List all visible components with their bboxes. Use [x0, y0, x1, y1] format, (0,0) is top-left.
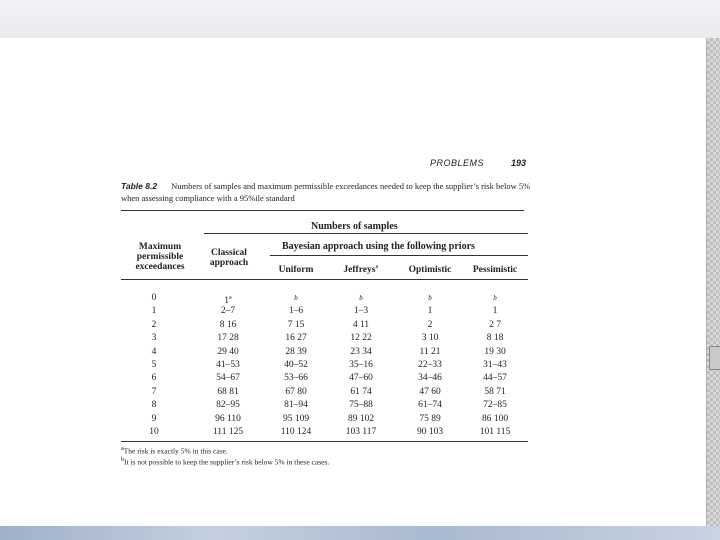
cell-value: 111 125: [212, 427, 244, 437]
cell-max: [124, 305, 184, 317]
cell-value: 3 10: [421, 333, 439, 344]
cell-value: 67 80: [285, 386, 307, 397]
cell-value: 7: [151, 386, 157, 397]
cell-value: 110 124: [280, 427, 312, 437]
cell-value: 1: [224, 296, 230, 307]
cell-value: 22–33: [418, 360, 442, 370]
cell-optimistic: [400, 346, 460, 358]
cell-classical: [198, 319, 258, 331]
page-number: 193: [510, 158, 526, 168]
cell-uniform: [266, 386, 326, 398]
cell-pessimistic: [465, 305, 525, 317]
cell-value: 9: [151, 413, 157, 424]
cell-classical: [198, 426, 258, 438]
cell-value: 103 117: [345, 427, 377, 437]
cell-uniform: [266, 413, 326, 425]
cell-pessimistic: [465, 359, 525, 371]
cell-max: [124, 319, 184, 331]
footnote-a-text: The risk is exactly 5% in this case.: [123, 446, 228, 456]
header-classical: [200, 248, 258, 268]
header-pessimistic: Pessimistic: [472, 265, 518, 275]
cell-jeffreys: [331, 399, 391, 411]
cell-value: 3: [151, 333, 157, 344]
cell-value: 41–53: [216, 360, 240, 370]
cell-value: 10: [149, 427, 159, 437]
footnote-b-mark: b: [121, 457, 124, 463]
cell-optimistic: [400, 426, 460, 438]
cell-value: 101 115: [479, 427, 511, 437]
cell-value: 72–85: [483, 400, 507, 411]
cell-classical: [198, 386, 258, 398]
cell-classical: [198, 399, 258, 411]
cell-value: 2 7: [489, 319, 501, 330]
cell-max: [124, 359, 184, 371]
caption-text: Numbers of samples and maximum permissible exceedances needed to keep the supplier’s risk below 5% when assessing compliance with a 95%ile standard: [121, 181, 531, 203]
header-optimistic: Optimistic: [408, 265, 452, 275]
cell-pessimistic: [465, 413, 525, 425]
cell-value: 1–3: [353, 306, 369, 317]
cell-max: [124, 332, 184, 344]
cell-value: 29 40: [217, 346, 239, 357]
cell-value: 2: [427, 319, 433, 330]
cell-optimistic: [400, 305, 460, 317]
footnote-ref-a: a: [229, 295, 232, 301]
numbers-of-samples-heading: Numbers of samples: [311, 221, 398, 232]
document-page: [0, 38, 706, 526]
cell-value: 47 60: [419, 386, 441, 397]
top-rule: [121, 210, 524, 211]
cell-max: [124, 413, 184, 425]
cell-value: 53–66: [284, 373, 308, 384]
cell-jeffreys: [331, 386, 391, 398]
scrollbar-thumb[interactable]: [709, 346, 720, 370]
cell-value: 40–52: [284, 360, 308, 370]
cell-optimistic: [400, 359, 460, 371]
cell-value: b: [428, 294, 432, 302]
cell-optimistic: [400, 292, 460, 304]
cell-value: 6: [151, 373, 157, 384]
bayes-rule: [270, 255, 528, 256]
cell-value: 1–6: [288, 306, 304, 317]
cell-pessimistic: [465, 319, 525, 331]
header-max-line3: exceedances: [135, 262, 185, 272]
cell-uniform: [266, 426, 326, 438]
cell-value: b: [359, 294, 363, 302]
bayesian-heading: Bayesian approach using the following priors: [282, 241, 475, 252]
cell-value: 90 103: [416, 427, 444, 437]
cell-value: 82–95: [216, 400, 240, 411]
cell-optimistic: [400, 386, 460, 398]
cell-uniform: [266, 346, 326, 358]
cell-max: [124, 426, 184, 438]
cell-value: 16 27: [285, 333, 307, 344]
cell-optimistic: [400, 413, 460, 425]
cell-value: 1: [427, 306, 433, 317]
cell-value: 58 71: [484, 386, 506, 397]
cell-jeffreys: [331, 305, 391, 317]
cell-value: 0: [151, 293, 157, 303]
cell-value: 7 15: [287, 319, 305, 330]
cell-uniform: [266, 292, 326, 304]
cell-value: 96 110: [215, 413, 241, 424]
cell-pessimistic: [465, 332, 525, 344]
cell-value: 75 89: [419, 413, 441, 424]
cell-jeffreys: [331, 372, 391, 384]
cell-value: 2–7: [220, 306, 236, 317]
spanner-rule: [204, 233, 528, 234]
cell-optimistic: [400, 399, 460, 411]
cell-value: 1: [151, 306, 157, 317]
cell-value: 8 18: [486, 333, 504, 344]
cell-value: 4 11: [352, 319, 370, 330]
cell-jeffreys: [331, 346, 391, 358]
header-rule: [121, 279, 528, 280]
footnote-b: [121, 457, 329, 467]
cell-jeffreys: [331, 359, 391, 371]
cell-jeffreys: [331, 332, 391, 344]
cell-value: 17 28: [217, 333, 239, 344]
cell-uniform: [266, 399, 326, 411]
header-max-line2: permissible: [136, 252, 184, 262]
cell-pessimistic: [465, 426, 525, 438]
cell-max: [124, 292, 184, 304]
header-classical-line2: approach: [209, 258, 249, 268]
cell-value: 86 100: [481, 413, 509, 424]
cell-jeffreys: [331, 319, 391, 331]
cell-value: 34–46: [418, 373, 442, 384]
header-max-line1: Maximum: [138, 242, 182, 252]
cell-value: 8 16: [219, 319, 237, 330]
cell-pessimistic: [465, 399, 525, 411]
cell-value: 19 30: [484, 346, 506, 357]
cell-classical: [198, 346, 258, 358]
cell-max: [124, 372, 184, 384]
cell-value: b: [493, 294, 497, 302]
running-title: PROBLEMS: [430, 158, 485, 168]
cell-uniform: [266, 305, 326, 317]
cell-value: 31–43: [483, 360, 507, 370]
cell-value: 23 34: [350, 346, 372, 357]
cell-value: 1: [492, 306, 498, 317]
cell-value: 47–60: [349, 373, 373, 384]
footnote-a-mark: a: [121, 446, 124, 452]
cell-jeffreys: [331, 292, 391, 304]
cell-value: b: [294, 294, 298, 302]
cell-uniform: [266, 359, 326, 371]
cell-value: 12 22: [350, 333, 372, 344]
cell-value: 61 74: [350, 386, 372, 397]
cell-pessimistic: [465, 386, 525, 398]
header-jeffreys: Jeffreys’: [343, 265, 379, 275]
cell-classical: [198, 413, 258, 425]
cell-pessimistic: [465, 372, 525, 384]
taskbar-strip: [0, 526, 720, 540]
cell-pessimistic: [465, 292, 525, 304]
cell-jeffreys: [331, 426, 391, 438]
cell-value: 54–67: [216, 373, 240, 384]
cell-value: 11 21: [419, 346, 441, 357]
cell-value: 8: [151, 400, 157, 411]
table-caption: [121, 181, 531, 204]
cell-value: 81–94: [284, 400, 308, 411]
window-top-bar: [0, 0, 720, 38]
cell-value: 95 109: [282, 413, 310, 424]
bottom-rule: [121, 441, 528, 442]
cell-pessimistic: [465, 346, 525, 358]
cell-value: 35–16: [349, 360, 373, 370]
header-max-permissible: [124, 242, 196, 272]
cell-value: 4: [151, 346, 157, 357]
cell-classical: [198, 332, 258, 344]
cell-optimistic: [400, 319, 460, 331]
cell-uniform: [266, 319, 326, 331]
cell-value: 89 102: [347, 413, 375, 424]
cell-value: 68 81: [217, 386, 239, 397]
vertical-scrollbar[interactable]: [706, 38, 720, 526]
cell-value: 5: [151, 360, 157, 370]
cell-optimistic: [400, 332, 460, 344]
cell-value: 61–74: [418, 400, 442, 411]
cell-uniform: [266, 372, 326, 384]
cell-value: 2: [151, 319, 157, 330]
header-classical-line1: Classical: [211, 248, 247, 258]
footnote-b-text: It is not possible to keep the supplier’s risk below 5% in these cases.: [124, 457, 330, 467]
cell-max: [124, 346, 184, 358]
cell-max: [124, 399, 184, 411]
cell-value: 75–88: [349, 400, 373, 411]
cell-classical: [198, 372, 258, 384]
footnote-a: [121, 446, 228, 456]
cell-uniform: [266, 332, 326, 344]
cell-classical: [198, 359, 258, 371]
cell-value: 44–57: [483, 373, 507, 384]
caption-label: Table 8.2: [121, 181, 158, 191]
cell-max: [124, 386, 184, 398]
cell-jeffreys: [331, 413, 391, 425]
cell-value: 28 39: [285, 346, 307, 357]
running-head: [430, 158, 526, 168]
header-uniform: Uniform: [278, 265, 314, 275]
cell-optimistic: [400, 372, 460, 384]
cell-classical: [198, 305, 258, 317]
